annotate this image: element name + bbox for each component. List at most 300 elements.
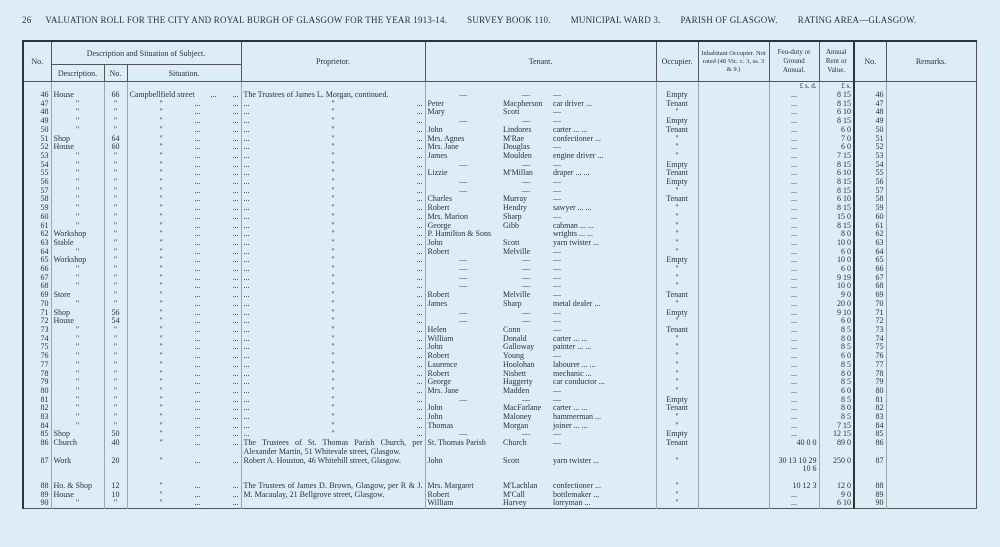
description: House: [51, 317, 104, 326]
occupation: metal dealer ...: [553, 299, 601, 308]
row-number: 61: [23, 222, 51, 231]
inhabitant-occupier: [698, 135, 769, 144]
proprietor: [241, 256, 425, 265]
occupier: Tenant: [656, 195, 698, 204]
situation: [127, 499, 241, 508]
feu-duty: ...: [769, 300, 819, 309]
annual-value: 8 5: [819, 343, 854, 352]
filler: ...: [243, 273, 250, 282]
filler: ...: [232, 230, 239, 239]
filler: ...: [243, 352, 250, 361]
tenant-first-name: —: [425, 265, 501, 274]
inhabitant-occupier: [698, 439, 769, 456]
proprietor: The Trustees of James D. Brown, Glasgow, per R & J. M. Macaulay, 21 Bellgrove street, Glasgow.: [241, 482, 425, 509]
col-no: No.: [23, 41, 51, 82]
annual-value: 8 15: [819, 178, 854, 187]
filler: ...: [416, 395, 423, 404]
feu-duty: ...: [769, 187, 819, 196]
situation-text: ": [159, 456, 163, 465]
annual-value: 9 10: [819, 309, 854, 318]
table-row: [23, 361, 976, 370]
house-number: ": [104, 422, 127, 431]
feu-units: £ s. d.: [769, 82, 819, 92]
occupier: ": [656, 335, 698, 344]
feu-duty: ...: [769, 404, 819, 413]
proprietor: [241, 222, 425, 231]
situation-text: ": [159, 160, 163, 169]
situation-text: ": [159, 308, 163, 317]
situation-text: ": [159, 169, 163, 178]
occupation: —: [553, 186, 562, 195]
inhabitant-occupier: [698, 161, 769, 170]
situation: [127, 378, 241, 387]
situation: [127, 396, 241, 405]
occupation: yarn twister ...: [553, 456, 600, 465]
remarks: [886, 317, 976, 326]
situation: [127, 352, 241, 361]
house-number: ": [104, 396, 127, 405]
annual-value: 89 0: [819, 439, 854, 456]
table-row: [23, 187, 976, 196]
filler: ...: [416, 169, 423, 178]
description: Store: [51, 291, 104, 300]
row-number-right: 83: [854, 413, 886, 422]
filler: ...: [232, 99, 239, 108]
situation-text: ": [159, 204, 163, 213]
tenant-surname: —: [522, 178, 531, 187]
occupier: ": [656, 239, 698, 248]
row-number-right: 53: [854, 152, 886, 161]
row-number-right: 61: [854, 222, 886, 231]
filler: ...: [416, 212, 423, 221]
row-number-right: 59: [854, 204, 886, 213]
situation-text: ": [159, 186, 163, 195]
remarks: [886, 335, 976, 344]
house-number: 66: [104, 91, 127, 100]
description: ": [51, 378, 104, 387]
house-number: 56: [104, 309, 127, 318]
row-number-right: 60: [854, 213, 886, 222]
filler: ...: [232, 439, 239, 448]
feu-duty: ...: [769, 126, 819, 135]
house-number: ": [104, 326, 127, 335]
situation-text: ": [159, 125, 163, 134]
inhabitant-occupier: [698, 457, 769, 482]
filler: ...: [232, 317, 239, 326]
occupier: ": [656, 265, 698, 274]
tenant-first-name: Charles: [425, 195, 501, 204]
filler: ...: [194, 256, 201, 265]
annual-value: 8 15: [819, 204, 854, 213]
remarks: [886, 239, 976, 248]
annual-value: 8 15: [819, 161, 854, 170]
tenant-surname: —: [522, 160, 531, 169]
ditto-mark: ": [331, 282, 335, 291]
row-number: 47: [23, 100, 51, 109]
annual-value: 8 0: [819, 230, 854, 239]
situation: [127, 178, 241, 187]
feu-duty: ...: [769, 378, 819, 387]
proprietor: [241, 335, 425, 344]
row-number-right: 90: [854, 499, 886, 508]
house-number: 54: [104, 317, 127, 326]
annual-value: 10 0: [819, 239, 854, 248]
filler: ...: [194, 134, 201, 143]
rating-area: RATING AREA—GLASGOW.: [797, 15, 917, 25]
tenant-first-name: Lizzie: [425, 169, 501, 178]
inhabitant-occupier: [698, 274, 769, 283]
tenant-first-name: Peter: [425, 100, 501, 109]
filler: ...: [243, 117, 250, 126]
inhabitant-occupier: [698, 143, 769, 152]
tenant-first-name: —: [425, 187, 501, 196]
row-number-right: 73: [854, 326, 886, 335]
situation-text: ": [159, 247, 163, 256]
filler: ...: [194, 334, 201, 343]
parish: PARISH OF GLASGOW.: [680, 15, 778, 25]
occupation: joiner ... ...: [553, 421, 588, 430]
filler: ...: [232, 169, 239, 178]
situation-text: ": [159, 238, 163, 247]
occupier: ": [656, 491, 698, 500]
situation-text: ": [159, 413, 163, 422]
annual-value: 8 5: [819, 396, 854, 405]
row-number: 52: [23, 143, 51, 152]
house-number: 50: [104, 430, 127, 439]
tenant-first-name: Robert: [425, 491, 501, 500]
annual-value: 6 0: [819, 126, 854, 135]
filler: ...: [194, 299, 201, 308]
occupation: bottlemaker ...: [553, 490, 600, 499]
tenant-first-name: William: [425, 335, 501, 344]
tenant-surname: —: [522, 317, 531, 326]
inhabitant-occupier: [698, 239, 769, 248]
occupation: painter ... ...: [553, 343, 592, 352]
table-row: [23, 274, 976, 283]
house-number: ": [104, 108, 127, 117]
filler: ...: [232, 343, 239, 352]
occupation: —: [553, 308, 562, 317]
situation: [127, 282, 241, 291]
table-row: [23, 404, 976, 413]
filler: ...: [243, 134, 250, 143]
description: ": [51, 248, 104, 257]
situation: [127, 300, 241, 309]
tenant-surname: —: [522, 282, 531, 291]
feu-duty: ...: [769, 335, 819, 344]
feu-duty: ...: [769, 309, 819, 318]
filler: ...: [232, 360, 239, 369]
occupier: Empty: [656, 396, 698, 405]
table-row: [23, 317, 976, 326]
proprietor: [241, 422, 425, 431]
ditto-mark: ": [331, 178, 335, 187]
occupier: Tenant: [656, 326, 698, 335]
filler: ...: [232, 481, 239, 490]
filler: ...: [232, 386, 239, 395]
table-row: [23, 309, 976, 318]
occupier: Empty: [656, 161, 698, 170]
proprietor: [241, 169, 425, 178]
house-number: ": [104, 274, 127, 283]
filler: ...: [416, 134, 423, 143]
row-number-right: 77: [854, 361, 886, 370]
col-inhabitant-occupier: Inhabitant Occupier. Not rated (48 Vic. c. 3, ss. 3 & 9.): [698, 41, 769, 82]
feu-duty: ...: [769, 499, 819, 508]
occupier: Tenant: [656, 169, 698, 178]
filler: ...: [416, 117, 423, 126]
inhabitant-occupier: [698, 169, 769, 178]
tenant-first-name: Robert: [425, 291, 501, 300]
col-occupier: Occupier.: [656, 41, 698, 82]
occupier: Tenant: [656, 100, 698, 109]
house-number: ": [104, 178, 127, 187]
tenant-first-name: —: [425, 91, 501, 100]
situation: [127, 187, 241, 196]
house-number: 20: [104, 457, 127, 482]
filler: ...: [194, 273, 201, 282]
occupation: —: [553, 178, 562, 187]
occupation: —: [553, 430, 562, 439]
row-number-right: 62: [854, 230, 886, 239]
annual-units: £ s.: [819, 82, 854, 92]
house-number: ": [104, 230, 127, 239]
remarks: [886, 361, 976, 370]
filler: ...: [232, 421, 239, 430]
ditto-mark: ": [331, 291, 335, 300]
description: ": [51, 100, 104, 109]
feu-duty: ...: [769, 491, 819, 500]
situation: [127, 126, 241, 135]
remarks: [886, 248, 976, 257]
tenant-first-name: —: [425, 117, 501, 126]
house-number: ": [104, 161, 127, 170]
filler: ...: [232, 108, 239, 117]
ditto-mark: ": [331, 386, 335, 395]
ditto-mark: ": [331, 369, 335, 378]
house-number: ": [104, 335, 127, 344]
situation-text: ": [159, 490, 163, 499]
tenant-surname: Scott: [503, 238, 520, 247]
filler: ...: [416, 108, 423, 117]
filler: ...: [416, 230, 423, 239]
filler: ...: [416, 151, 423, 160]
feu-duty: ...: [769, 108, 819, 117]
filler: ...: [416, 404, 423, 413]
situation-text: ": [159, 99, 163, 108]
filler: ...: [194, 160, 201, 169]
filler: ...: [232, 430, 239, 439]
occupier: ": [656, 152, 698, 161]
feu-duty: ...: [769, 195, 819, 204]
tenant-surname: Douglas: [503, 143, 530, 152]
tenant-first-name: Mary: [425, 108, 501, 117]
description: ": [51, 387, 104, 396]
col-feu-duty: Feu-duty or Ground Annual.: [769, 41, 819, 82]
row-number: 62: [23, 230, 51, 239]
situation-text: ": [159, 117, 163, 126]
annual-value: 8 5: [819, 413, 854, 422]
feu-duty: ...: [769, 361, 819, 370]
situation: [127, 430, 241, 439]
situation: [127, 335, 241, 344]
occupier: Tenant: [656, 404, 698, 413]
row-number-right: 47: [854, 100, 886, 109]
situation-text: Campbellfield street: [129, 91, 195, 99]
row-number: 64: [23, 248, 51, 257]
table-row: [23, 282, 976, 291]
occupation: yarn twister ...: [553, 238, 600, 247]
tenant-surname: M'Lachlan: [503, 481, 538, 490]
occupier: ": [656, 387, 698, 396]
occupier: ": [656, 482, 698, 491]
table-row: [23, 152, 976, 161]
tenant-first-name: —: [425, 317, 501, 326]
filler: ...: [194, 369, 201, 378]
inhabitant-occupier: [698, 343, 769, 352]
tenant-surname: Moulden: [503, 151, 532, 160]
filler: ...: [194, 99, 201, 108]
tenant-first-name: John: [425, 404, 501, 413]
occupation: carter ... ...: [553, 125, 588, 134]
tenant-surname: —: [522, 430, 531, 439]
inhabitant-occupier: [698, 187, 769, 196]
table-row: [23, 265, 976, 274]
occupation: cabman ... ...: [553, 221, 594, 230]
annual-value: 8 15: [819, 91, 854, 100]
house-number: ": [104, 282, 127, 291]
situation: [127, 439, 241, 456]
feu-duty: ...: [769, 213, 819, 222]
filler: ...: [243, 143, 250, 152]
description: ": [51, 108, 104, 117]
occupier: ": [656, 222, 698, 231]
situation: [127, 152, 241, 161]
situation-text: ": [159, 178, 163, 187]
filler: ...: [232, 299, 239, 308]
inhabitant-occupier: [698, 396, 769, 405]
tenant-first-name: —: [425, 396, 501, 405]
col-situation: Situation.: [127, 65, 241, 82]
filler: ...: [416, 360, 423, 369]
tenant-first-name: Mrs. Agnes: [425, 135, 501, 144]
situation-text: ": [159, 430, 163, 439]
row-number-right: 81: [854, 396, 886, 405]
table-row: [23, 204, 976, 213]
filler: ...: [416, 430, 423, 439]
feu-duty: 10 12 3: [769, 482, 819, 491]
filler: ...: [232, 369, 239, 378]
filler: ...: [243, 151, 250, 160]
filler: ...: [416, 221, 423, 230]
occupier: ": [656, 343, 698, 352]
situation-text: ": [159, 421, 163, 430]
tenant-surname: Maloney: [503, 413, 532, 422]
annual-value: 6 10: [819, 499, 854, 508]
occupier: Empty: [656, 91, 698, 100]
remarks: [886, 135, 976, 144]
filler: ...: [232, 490, 239, 499]
row-number-right: 87: [854, 457, 886, 482]
proprietor: [241, 135, 425, 144]
feu-duty: ...: [769, 370, 819, 379]
filler: ...: [232, 212, 239, 221]
occupier: ": [656, 230, 698, 239]
row-number: 57: [23, 187, 51, 196]
annual-value: 6 10: [819, 195, 854, 204]
filler: ...: [243, 186, 250, 195]
situation-text: ": [159, 134, 163, 143]
table-row: [23, 248, 976, 257]
situation: [127, 482, 241, 491]
description: Stable: [51, 239, 104, 248]
row-number-right: 78: [854, 370, 886, 379]
description: ": [51, 404, 104, 413]
inhabitant-occupier: [698, 370, 769, 379]
tenant-surname: Church: [503, 439, 527, 448]
tenant-first-name: St. Thomas Parish: [425, 439, 501, 456]
situation-text: ": [159, 352, 163, 361]
ditto-mark: ": [331, 134, 335, 143]
inhabitant-occupier: [698, 282, 769, 291]
proprietor: [241, 326, 425, 335]
row-number-right: 71: [854, 309, 886, 318]
feu-duty: ...: [769, 282, 819, 291]
table-row: [23, 239, 976, 248]
occupier: ": [656, 187, 698, 196]
row-number-right: 63: [854, 239, 886, 248]
filler: ...: [243, 395, 250, 404]
situation: [127, 404, 241, 413]
remarks: [886, 178, 976, 187]
row-number: 60: [23, 213, 51, 222]
situation: [127, 274, 241, 283]
description: ": [51, 161, 104, 170]
proprietor: [241, 300, 425, 309]
ditto-mark: ": [331, 125, 335, 134]
filler: ...: [194, 169, 201, 178]
occupation: —: [553, 352, 562, 361]
occupation: —: [553, 212, 562, 221]
occupier: Tenant: [656, 291, 698, 300]
ditto-mark: ": [331, 299, 335, 308]
situation-text: ": [159, 143, 163, 152]
row-number-right: 49: [854, 117, 886, 126]
annual-value: 6 10: [819, 169, 854, 178]
units-row: [23, 82, 976, 92]
annual-value: 8 15: [819, 187, 854, 196]
description: ": [51, 413, 104, 422]
house-number: ": [104, 204, 127, 213]
situation-text: ": [159, 369, 163, 378]
tenant-first-name: —: [425, 282, 501, 291]
valuation-table: [22, 40, 977, 509]
house-number: ": [104, 352, 127, 361]
table-row: [23, 457, 976, 482]
description: House: [51, 91, 104, 100]
filler: ...: [416, 334, 423, 343]
situation: [127, 422, 241, 431]
proprietor: [241, 370, 425, 379]
filler: ...: [416, 299, 423, 308]
feu-duty: ...: [769, 430, 819, 439]
feu-duty: ...: [769, 135, 819, 144]
proprietor: [241, 413, 425, 422]
situation: [127, 135, 241, 144]
tenant-first-name: Helen: [425, 326, 501, 335]
occupation: —: [553, 317, 562, 326]
description: Church: [51, 439, 104, 456]
